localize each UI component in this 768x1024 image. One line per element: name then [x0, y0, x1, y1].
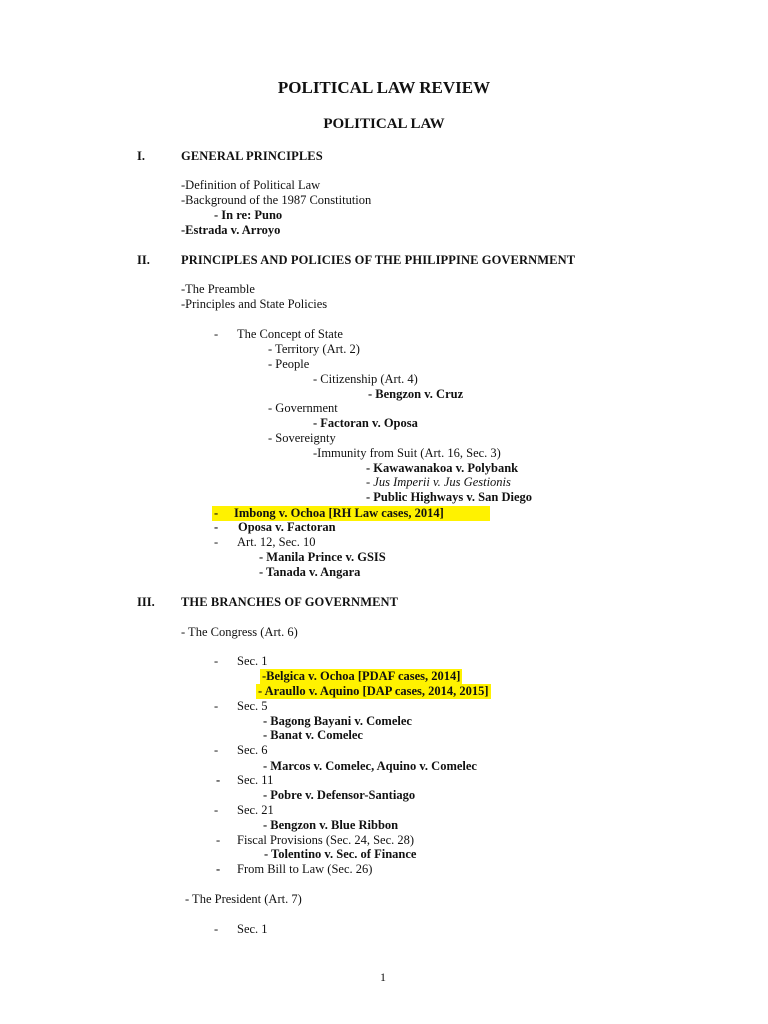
case-citation: - Factoran v. Oposa [313, 416, 418, 430]
bullet-dash: - [214, 535, 219, 549]
bullet-dash: - [366, 475, 374, 489]
case-citation: - Banat v. Comelec [263, 728, 363, 742]
case-citation: Oposa v. Factoran [238, 520, 336, 534]
highlighted-case: -Belgica v. Ochoa [PDAF cases, 2014] [262, 669, 461, 683]
outline-item: Sec. 1 [237, 922, 268, 936]
outline-item: Sec. 11 [237, 773, 274, 787]
case-citation: - Tanada v. Angara [259, 565, 361, 579]
highlighted-case [212, 506, 490, 521]
outline-item: Fiscal Provisions (Sec. 24, Sec. 28) [237, 833, 415, 847]
outline-item: - Territory (Art. 2) [268, 342, 360, 356]
outline-item: - Government [268, 401, 338, 415]
outline-item: Sec. 6 [237, 743, 268, 757]
bullet-dash: - [214, 922, 219, 936]
bullet-dash: - [216, 833, 221, 847]
case-citation: - Kawawanakoa v. Polybank [366, 461, 519, 475]
bullet-dash: - [214, 506, 219, 520]
outline-item: Sec. 1 [237, 654, 268, 668]
outline-item: -Background of the 1987 Constitution [181, 193, 372, 207]
bullet-dash: - [214, 803, 219, 817]
bullet-dash: - [216, 862, 221, 876]
case-citation: -Estrada v. Arroyo [181, 223, 281, 237]
outline-item: - Citizenship (Art. 4) [313, 372, 418, 386]
bullet-dash: - [214, 699, 219, 713]
case-citation: - Tolentino v. Sec. of Finance [264, 847, 417, 861]
document-subtitle: POLITICAL LAW [323, 116, 445, 132]
outline-item: Sec. 21 [237, 803, 274, 817]
doctrine-label: Jus Imperii v. Jus Gestionis [373, 475, 511, 489]
section-heading: THE BRANCHES OF GOVERNMENT [181, 595, 399, 609]
case-citation: - Marcos v. Comelec, Aquino v. Comelec [263, 759, 477, 773]
document-title: POLITICAL LAW REVIEW [277, 78, 491, 97]
section-numeral: III. [137, 595, 155, 609]
highlighted-case: - Araullo v. Aquino [DAP cases, 2014, 2015] [258, 684, 489, 698]
outline-item: -Definition of Political Law [181, 178, 321, 192]
outline-item: -The Preamble [181, 282, 255, 296]
bullet-dash: - [214, 743, 219, 757]
case-citation: - Bengzon v. Blue Ribbon [263, 818, 399, 832]
section-numeral: II. [137, 253, 150, 267]
outline-item [366, 475, 511, 490]
outline-item: - Sovereignty [268, 431, 336, 445]
bullet-dash: - [214, 520, 219, 534]
case-citation: - In re: Puno [214, 208, 283, 222]
outline-item: -Immunity from Suit (Art. 16, Sec. 3) [313, 446, 501, 460]
case-citation: Imbong v. Ochoa [RH Law cases, 2014] [234, 506, 444, 520]
outline-item: - The President (Art. 7) [185, 892, 302, 906]
section-numeral: I. [137, 149, 145, 163]
bullet-dash: - [216, 773, 221, 787]
bullet-dash: - [214, 654, 219, 668]
outline-item: -Principles and State Policies [181, 297, 328, 311]
section-heading: PRINCIPLES AND POLICIES OF THE PHILIPPINE GOVERNMENT [181, 253, 576, 267]
case-citation: - Bagong Bayani v. Comelec [263, 714, 412, 728]
bullet-dash: - [214, 327, 219, 341]
page-number: 1 [380, 970, 386, 984]
case-citation: - Bengzon v. Cruz [368, 387, 464, 401]
case-citation: - Pobre v. Defensor-Santiago [263, 788, 416, 802]
case-citation: - Manila Prince v. GSIS [259, 550, 386, 564]
case-citation: - Public Highways v. San Diego [366, 490, 532, 504]
outline-item: Sec. 5 [237, 699, 268, 713]
outline-item: The Concept of State [237, 327, 343, 341]
outline-item: Art. 12, Sec. 10 [237, 535, 316, 549]
outline-item: - The Congress (Art. 6) [181, 625, 298, 639]
outline-item: From Bill to Law (Sec. 26) [237, 862, 373, 876]
section-heading: GENERAL PRINCIPLES [181, 149, 323, 163]
outline-item: - People [268, 357, 310, 371]
